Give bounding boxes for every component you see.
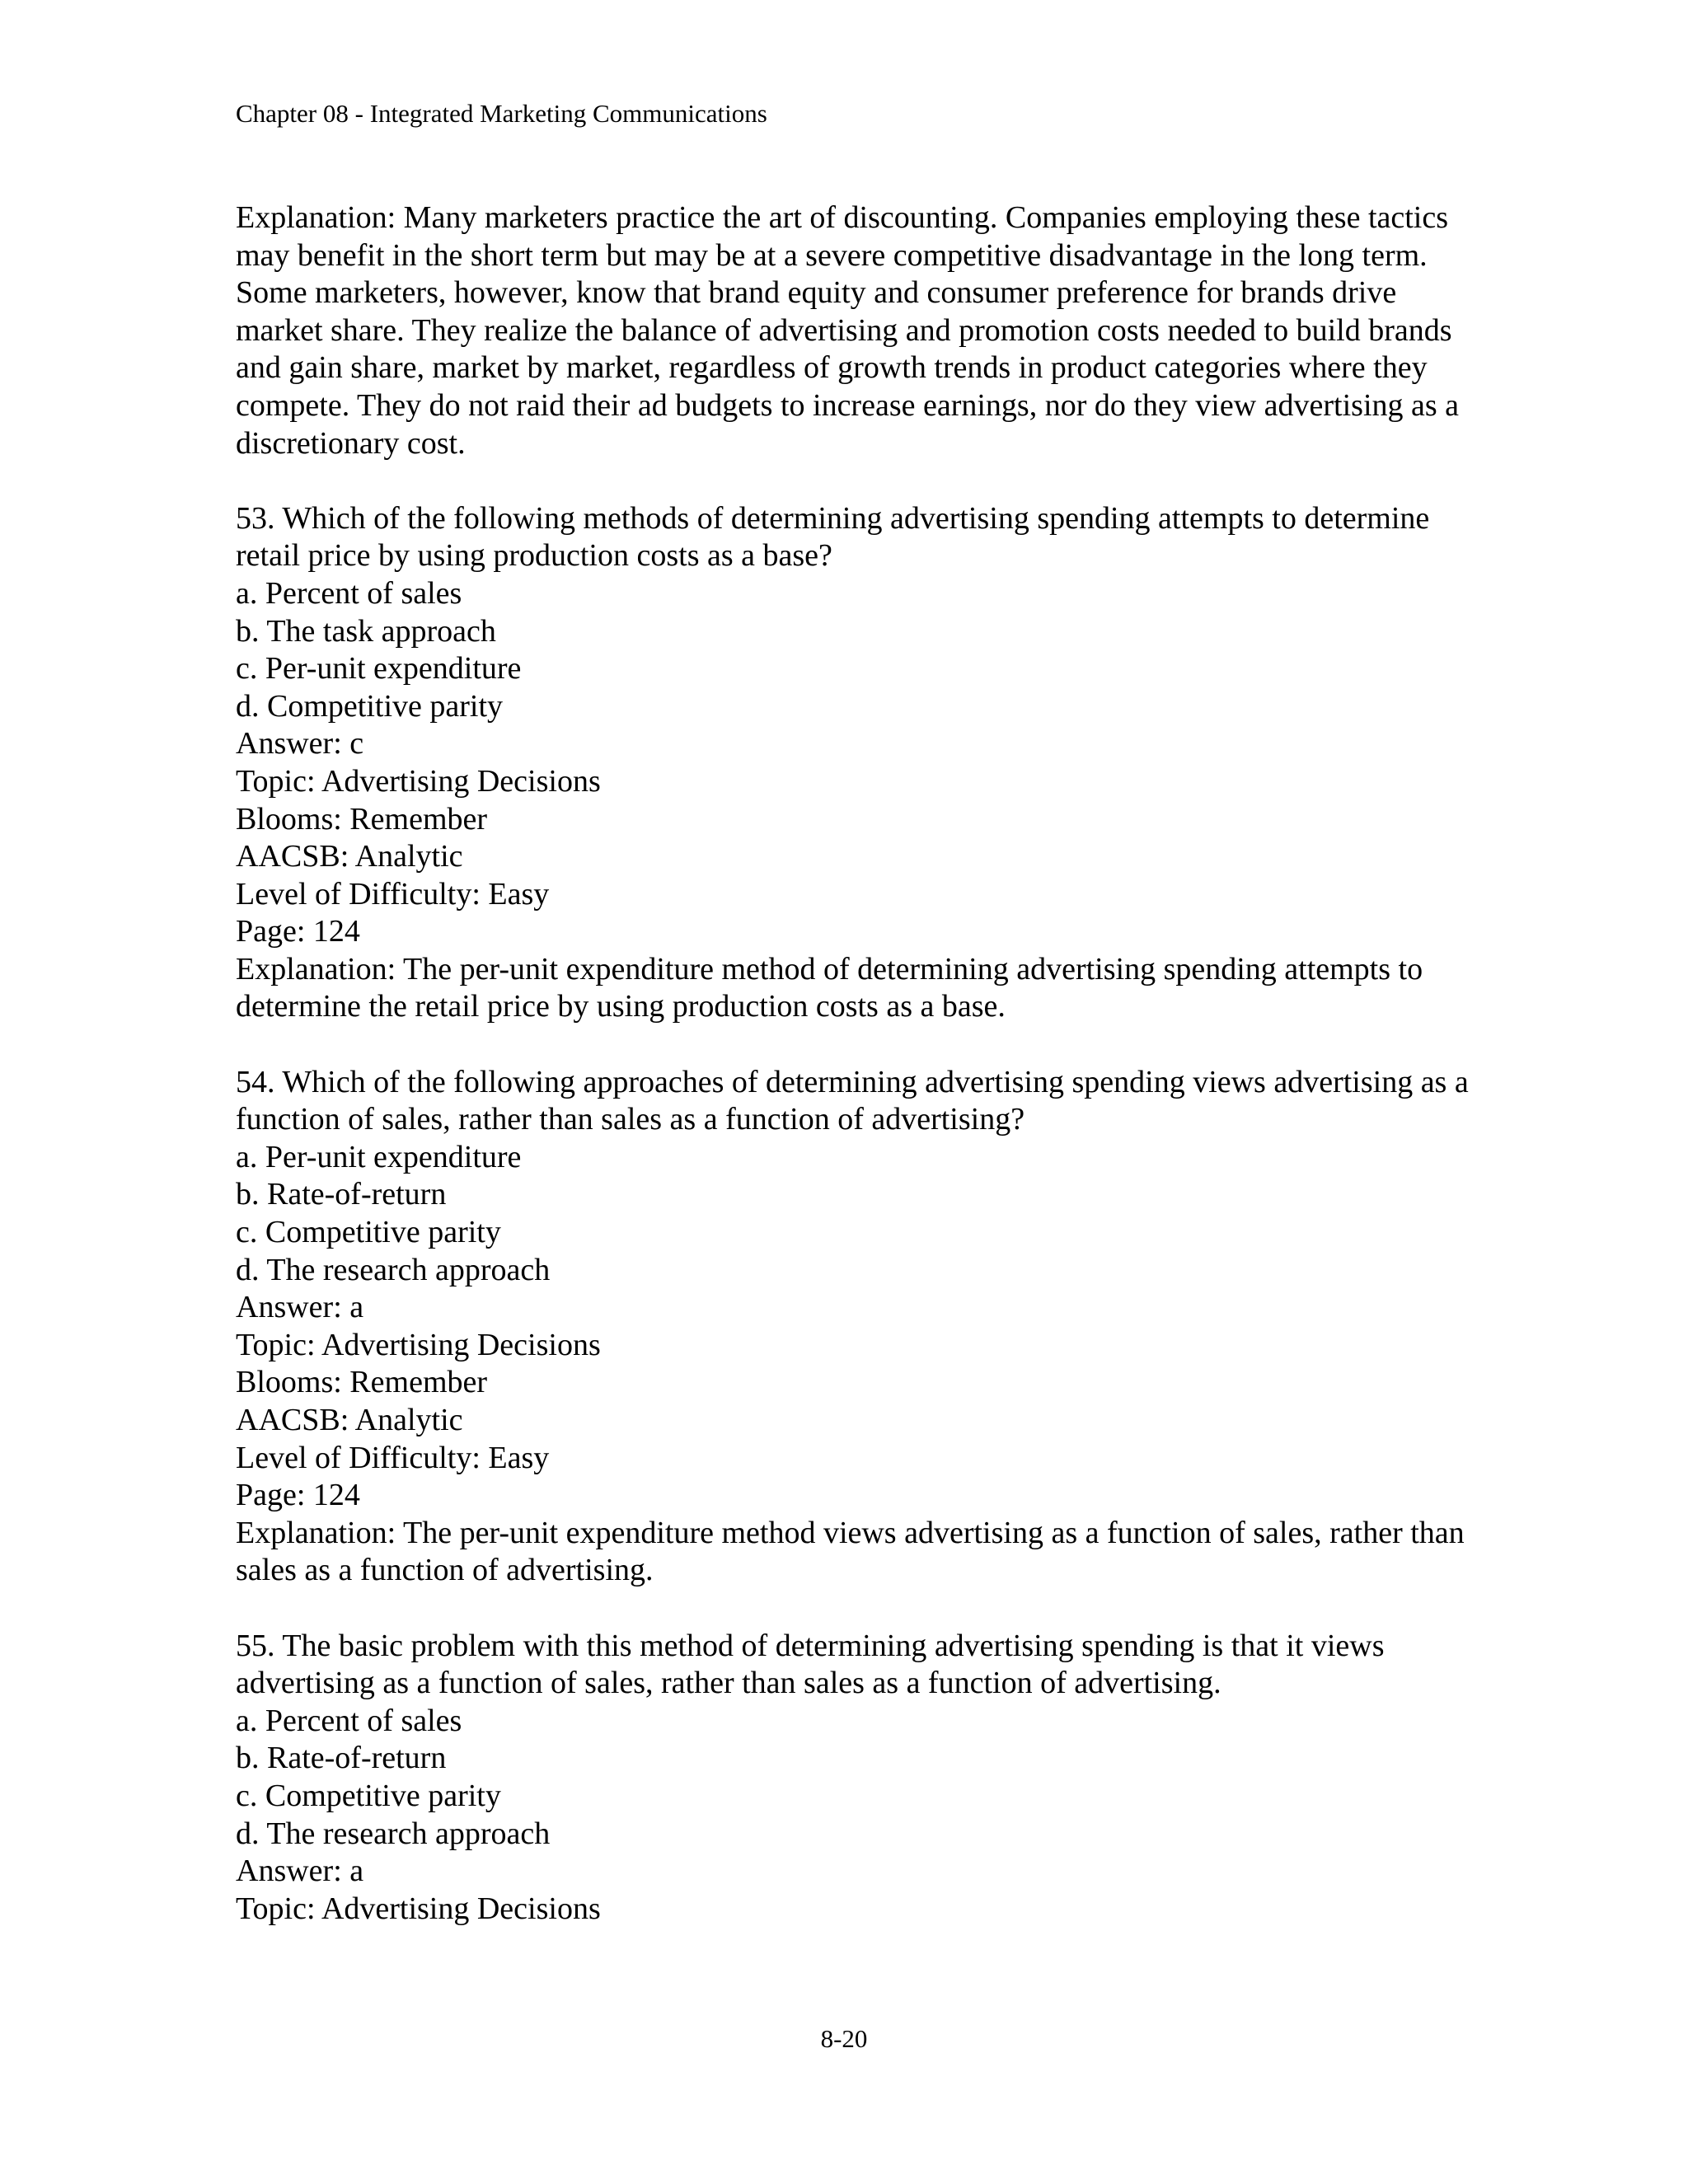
- option-a: a. Percent of sales: [236, 1703, 462, 1738]
- page-number: 8-20: [820, 2024, 868, 2053]
- page-header: Chapter 08 - Integrated Marketing Communications: [236, 99, 767, 128]
- intro-explanation: Explanation: Many marketers practice the art of discounting. Companies employing these tactics may benefit in the short term but may be at a severe competitive disadvantage in the long term. Some marketers, however, know that brand equity and consumer preference for brands drive market share. They realize the balance of advertising and promotion costs needed to build brands and gain share, market by market, regardless of growth trends in product categories where they compete. They do not raid their ad budgets to increase earnings, nor do they view advertising as a discretionary cost.: [236, 200, 1460, 461]
- question-text: 53. Which of the following methods of determining advertising spending attempts to determine retail price by using production costs as a base?: [236, 500, 1430, 574]
- option-b: b. Rate-of-return: [236, 1177, 447, 1212]
- option-c: c. Competitive parity: [236, 1778, 501, 1813]
- answer: Answer: a: [236, 1290, 364, 1325]
- topic: Topic: Advertising Decisions: [236, 763, 601, 799]
- option-d: d. The research approach: [236, 1816, 551, 1851]
- aacsb: AACSB: Analytic: [236, 1403, 463, 1437]
- topic: Topic: Advertising Decisions: [236, 1891, 601, 1926]
- option-c: c. Per-unit expenditure: [236, 651, 522, 687]
- explanation: Explanation: The per-unit expenditure method of determining advertising spending attempts to determine the retail price by using production costs as a base.: [236, 951, 1423, 1024]
- option-b: b. Rate-of-return: [236, 1741, 447, 1776]
- aacsb: AACSB: Analytic: [236, 839, 463, 874]
- question-block: [236, 1628, 1489, 1929]
- explanation: Explanation: The per-unit expenditure method views advertising as a function of sales, rather than sales as a function of advertising.: [236, 1515, 1465, 1588]
- question-text: 55. The basic problem with this method of determining advertising spending is that it views advertising as a function of sales, rather than sales as a function of advertising.: [236, 1628, 1385, 1701]
- option-d: d. The research approach: [236, 1252, 551, 1287]
- page-ref: Page: 124: [236, 914, 360, 949]
- blooms: Blooms: Remember: [236, 1365, 488, 1400]
- difficulty: Level of Difficulty: Easy: [236, 876, 550, 912]
- question-block: [236, 1064, 1489, 1590]
- answer: Answer: a: [236, 1854, 364, 1889]
- blooms: Blooms: Remember: [236, 801, 488, 837]
- option-a: a. Per-unit expenditure: [236, 1139, 522, 1174]
- answer: Answer: c: [236, 726, 364, 762]
- option-c: c. Competitive parity: [236, 1215, 501, 1250]
- topic: Topic: Advertising Decisions: [236, 1327, 601, 1362]
- option-a: a. Percent of sales: [236, 575, 462, 611]
- question-block: [236, 500, 1489, 1026]
- difficulty: Level of Difficulty: Easy: [236, 1440, 550, 1475]
- option-b: b. The task approach: [236, 613, 496, 649]
- page-ref: Page: 124: [236, 1478, 360, 1513]
- document-body: [236, 199, 1489, 1928]
- option-d: d. Competitive parity: [236, 688, 504, 724]
- question-text: 54. Which of the following approaches of determining advertising spending views advertising as a function of sales, rather than sales as a function of advertising?: [236, 1064, 1469, 1137]
